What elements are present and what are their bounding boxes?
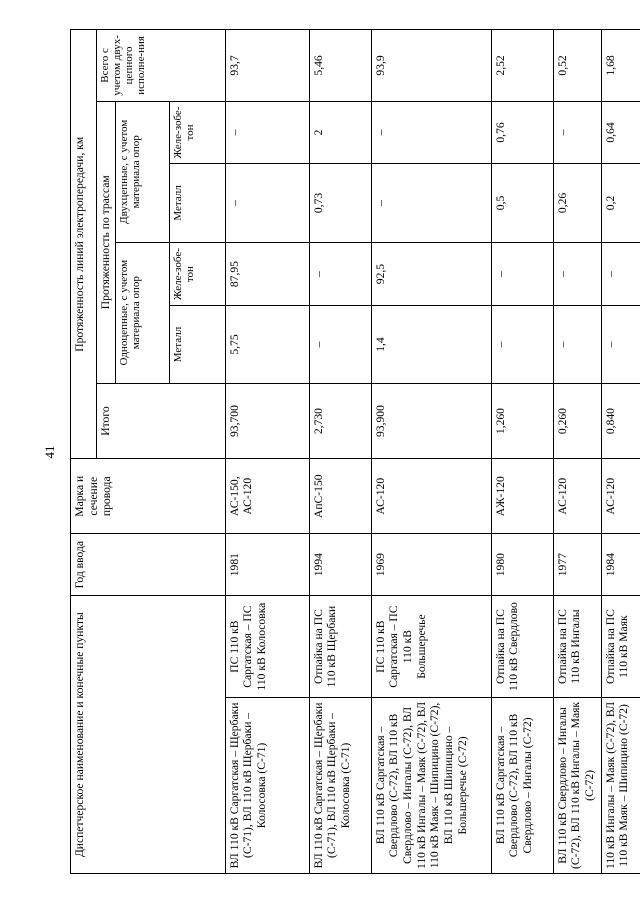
table-row [491,30,553,874]
header-year: Год ввода [71,533,226,595]
row-double-metal: – [225,164,309,243]
row-single-concrete: – [553,242,601,306]
table-row [309,30,371,874]
row-year: 1994 [309,533,371,595]
rotated-table-container [70,29,631,874]
row-grand-total: 93,7 [225,30,309,102]
row-points: Отпайка на ПС 110 кВ Маяк [601,596,640,698]
row-name: ВЛ 110 кВ Свердлово – Ингалы (С-72), ВЛ 110 кВ Ингалы – Маяк (С-72) [553,697,601,873]
row-wire: АС-120 [553,459,601,534]
row-double-metal: 0,5 [491,164,553,243]
row-double-metal: – [371,164,491,243]
row-total: 1,260 [491,383,553,459]
header-total: Итого [97,383,226,459]
page-number: 41 [42,445,57,459]
row-single-concrete: 92,5 [371,242,491,306]
row-single-metal: – [491,306,553,383]
row-points: Отпайка на ПС 110 кВ Свердлово [491,596,553,698]
row-double-concrete: 0,64 [601,101,640,163]
row-double-concrete: – [225,101,309,163]
header-double-metal: Металл [169,164,225,243]
row-name: ВЛ 110 кВ Саргатская – Свердлово (С-72), ВЛ 110 кВ Свердлово – Ингалы (С-72), ВЛ 110 кВ Ингалы – Маяк (С-72), ВЛ 110 кВ Маяк – Шипицино (С-72), ВЛ 110 кВ Шипицино – Большеречье (С-72) [371,697,491,873]
row-wire: АС-150, АС-120 [225,459,309,534]
row-grand-total: 2,52 [491,30,553,102]
table-row [371,30,491,874]
row-total: 0,840 [601,383,640,459]
row-total: 93,700 [225,383,309,459]
header-single-concrete: Желе-зобе-тон [169,242,225,306]
row-grand-total: 5,46 [309,30,371,102]
row-total: 0,260 [553,383,601,459]
header-name: Диспетчерское наименование и конечные пункты [71,596,226,874]
row-wire: АпС-150 [309,459,371,534]
header-double-concrete: Желе-зобе-тон [169,101,225,163]
row-points: ПС 110 кВ Саргатская – ПС 110 кВ Большеречье [371,596,491,698]
row-name: ВЛ 110 кВ Саргатская – Свердлово (С-72), ВЛ 110 кВ Свердлово – Ингалы (С-72) [491,697,553,873]
row-name: ВЛ 110 кВ Саргатская – Щербаки (С-71), ВЛ 110 кВ Щербаки – Колосовка (С-71) [225,697,309,873]
row-grand-total: 0,52 [553,30,601,102]
row-double-metal: 0,26 [553,164,601,243]
row-double-metal: 0,73 [309,164,371,243]
row-year: 1980 [491,533,553,595]
row-double-concrete: 0,76 [491,101,553,163]
row-total: 93,900 [371,383,491,459]
row-points: Отпайка на ПС 110 кВ Ингалы [553,596,601,698]
row-wire: АС-120 [601,459,640,534]
row-year: 1981 [225,533,309,595]
header-single-metal: Металл [169,306,225,383]
power-lines-table [70,29,640,874]
header-by-route: Протяженность по трассам [97,101,116,383]
header-wire: Марка и сечение провода [71,459,226,534]
row-single-metal: – [309,306,371,383]
row-total: 2,730 [309,383,371,459]
row-single-metal: 1,4 [371,306,491,383]
table-row [601,30,640,874]
header-grand-total: Всего с учетом двух-цепного исполне-ния [97,30,226,102]
row-points: ПС 110 кВ Саргатская – ПС 110 кВ Колосовка [225,596,309,698]
row-double-concrete: – [371,101,491,163]
row-double-concrete: 2 [309,101,371,163]
row-year: 1977 [553,533,601,595]
row-single-concrete: – [601,242,640,306]
row-single-concrete: – [491,242,553,306]
header-length: Протяженность линий электропередачи, км [71,30,97,459]
row-year: 1969 [371,533,491,595]
row-name: 110 кВ Ингалы – Маяк (С-72), ВЛ 110 кВ Маяк – Шипицино (С-72) [601,697,640,873]
row-double-concrete: – [553,101,601,163]
header-row-1 [71,30,97,874]
row-year: 1984 [601,533,640,595]
row-grand-total: 93,9 [371,30,491,102]
row-wire: АЖ-120 [491,459,553,534]
row-single-metal: – [553,306,601,383]
table-row [553,30,601,874]
row-single-concrete: 87,95 [225,242,309,306]
row-single-metal: 5,75 [225,306,309,383]
row-single-metal: – [601,306,640,383]
table-row [225,30,309,874]
row-points: Отпайка на ПС 110 кВ Щербаки [309,596,371,698]
row-double-metal: 0,2 [601,164,640,243]
row-grand-total: 1,68 [601,30,640,102]
header-double: Двухцепные, с учетом материала опор [115,101,169,242]
row-wire: АС-120 [371,459,491,534]
row-single-concrete: – [309,242,371,306]
header-single: Одноцепные, с учетом материала опор [115,242,169,383]
row-name: ВЛ 110 кВ Саргатская – Щербаки (С-71), ВЛ 110 кВ Щербаки – Колосовка (С-71) [309,697,371,873]
